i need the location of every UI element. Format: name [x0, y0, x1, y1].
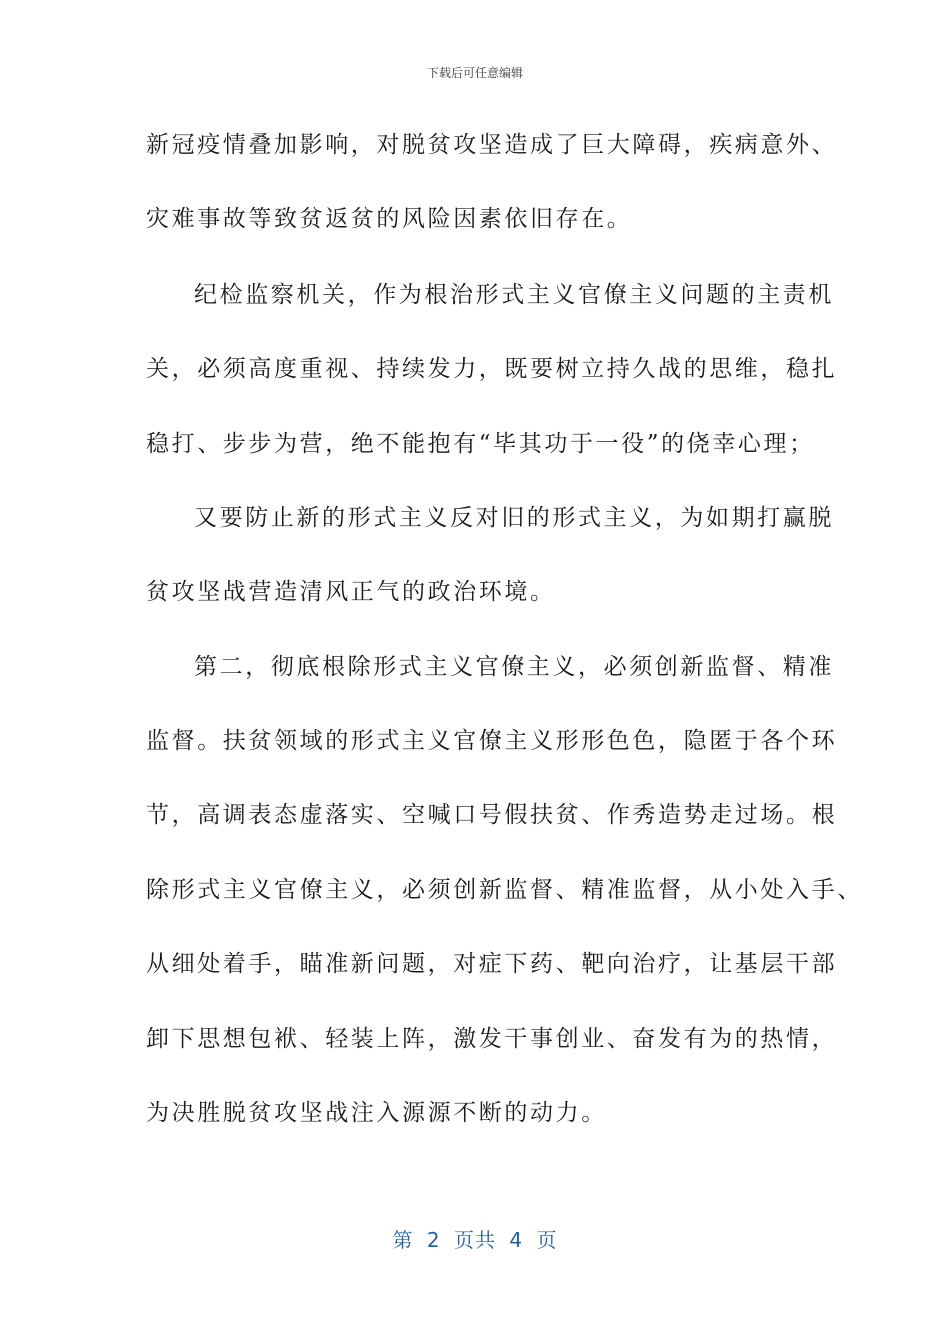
text-line: 纪检监察机关，作为根治形式主义官僚主义问题的主责机	[194, 282, 834, 308]
page-footer	[0, 1224, 950, 1253]
text-line: 灾难事故等致贫返贫的风险因素依旧存在。	[146, 206, 633, 232]
text-line: 稳打、步步为营，绝不能抱有“毕其功于一役”的侥幸心理；	[146, 431, 815, 457]
text-line: 节，高调表态虚落实、空喊口号假扶贫、作秀造势走过场。根	[146, 802, 838, 828]
page-header: 下载后可任意编辑	[426, 66, 523, 80]
text-line: 卸下思想包袱、轻装上阵，激发干事创业、奋发有为的热情，	[146, 1026, 838, 1052]
footer-middle: 页共	[454, 1228, 496, 1252]
text-line: 新冠疫情叠加影响，对脱贫攻坚造成了巨大障碍，疾病意外、	[146, 132, 838, 158]
footer-suffix: 页	[536, 1228, 558, 1252]
text-line: 第二，彻底根除形式主义官僚主义，必须创新监督、精准	[194, 654, 834, 680]
text-line: 从细处着手，瞄准新问题，对症下药、靶向治疗，让基层干部	[146, 951, 838, 977]
footer-prefix: 第	[392, 1228, 414, 1252]
total-page-count: 4	[509, 1228, 524, 1252]
current-page-number: 2	[426, 1228, 441, 1252]
text-line: 又要防止新的形式主义反对旧的形式主义，为如期打赢脱	[194, 505, 834, 531]
text-line: 关，必须高度重视、持续发力，既要树立持久战的思维，稳扎	[146, 356, 838, 382]
text-line: 为决胜脱贫攻坚战注入源源不断的动力。	[146, 1100, 607, 1126]
text-line: 监督。扶贫领域的形式主义官僚主义形形色色，隐匿于各个环	[146, 728, 838, 754]
text-line: 除形式主义官僚主义，必须创新监督、精准监督，从小处入手、	[146, 877, 863, 903]
text-line: 贫攻坚战营造清风正气的政治环境。	[146, 579, 556, 605]
